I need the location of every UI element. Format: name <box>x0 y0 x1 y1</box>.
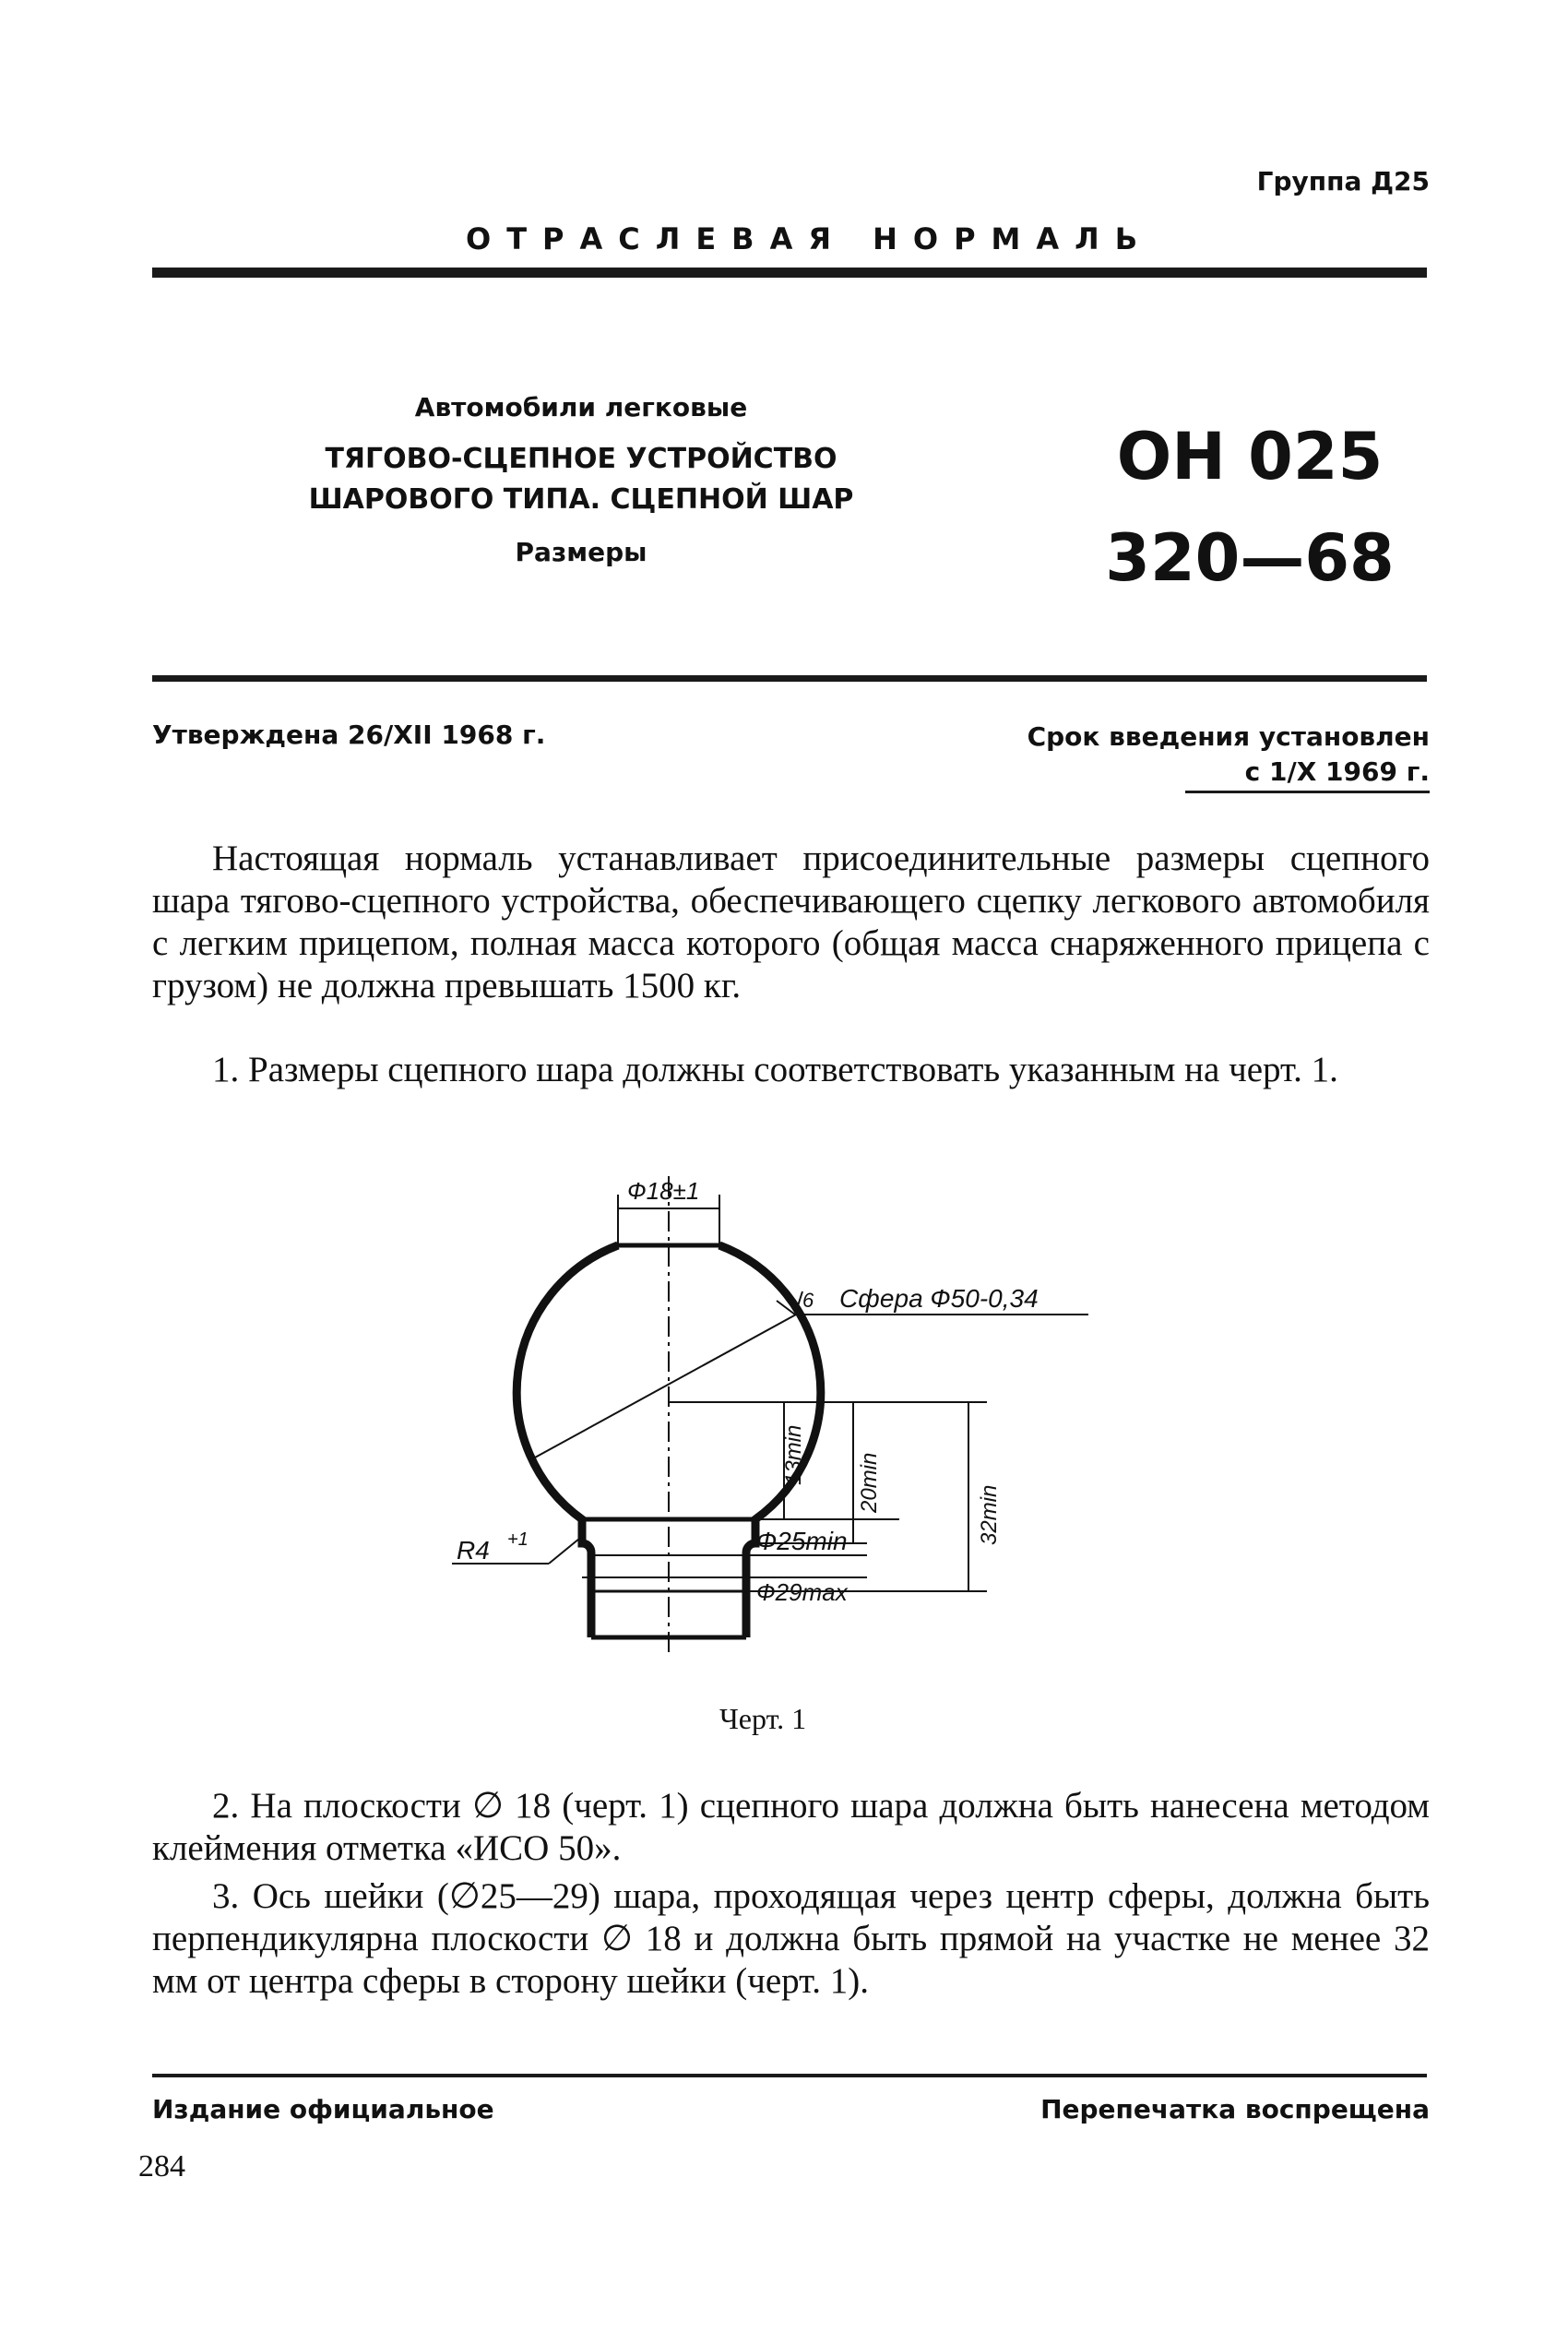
radius-label: R4 <box>457 1536 490 1565</box>
standard-code-line-2: 320—68 <box>1105 520 1395 596</box>
figure-caption: Черт. 1 <box>719 1702 807 1735</box>
sphere-diameter-line <box>535 1315 796 1458</box>
introduction-date-line-1: Срок введения установлен <box>1027 721 1430 752</box>
introduction-date <box>1028 720 1430 790</box>
footer-rule <box>152 2074 1427 2077</box>
approval-date: Утверждена 26/XII 1968 г. <box>152 720 546 750</box>
title-line-4: Размеры <box>515 537 647 567</box>
standard-code <box>1102 406 1397 609</box>
group-label: Группа Д25 <box>1256 166 1430 196</box>
item-2 <box>152 1785 1430 1870</box>
dim-32-label: 32min <box>977 1484 1002 1545</box>
title-line-3: ШАРОВОГО ТИПА. СЦЕПНОЙ ШАР <box>308 483 854 516</box>
dim-20-label: 20min <box>857 1452 882 1513</box>
dim-13-label: 13min <box>781 1424 806 1485</box>
item-1 <box>152 1049 1430 1091</box>
neck-min-label: Ф25min <box>756 1527 848 1555</box>
header-rule <box>152 268 1427 278</box>
introduction-date-underline <box>1185 791 1430 793</box>
item-2-text: 2. На плоскости ∅ 18 (черт. 1) сцепного шара должна быть нанесена методом клеймения отметка «ИСО 50». <box>152 1786 1430 1868</box>
radius-tolerance: +1 <box>507 1529 529 1550</box>
reprint-label: Перепечатка воспрещена <box>1040 2094 1430 2124</box>
standard-type-heading: ОТРАСЛЕВАЯ НОРМАЛЬ <box>466 221 1154 256</box>
title-line-1: Автомобили легковые <box>414 392 748 422</box>
intro-paragraph <box>152 838 1430 1007</box>
roughness-label: 6 <box>802 1289 814 1312</box>
page-number: 284 <box>138 2149 185 2183</box>
dim-18-label: Ф18±1 <box>627 1177 700 1205</box>
radius-leader-arrow <box>549 1539 579 1564</box>
standard-code-line-1: ОН 025 <box>1116 419 1384 494</box>
title-line-2: ТЯГОВО-СЦЕПНОЕ УСТРОЙСТВО <box>325 443 837 475</box>
edition-label: Издание официальное <box>152 2094 494 2124</box>
intro-text: Настоящая нормаль устанавливает присоединительные размеры сцепного шара тягово-сцепного устройства, обеспечивающего сцепку легкового автомобиля с легким прицепом, полная масса которого (общая масса снаряженного прицепа с грузом) не должна превышать 1500 кг. <box>152 839 1430 1005</box>
item-3 <box>152 1875 1430 2003</box>
item-3-text: 3. Ось шейки (∅25—29) шара, проходящая через центр сферы, должна быть перпендикулярна плоскости ∅ 18 и должна быть прямой на участке не менее 32 мм от центра сферы в сторону шейки (черт. 1). <box>152 1876 1430 2001</box>
document-title <box>277 392 885 567</box>
introduction-date-line-2: с 1/X 1969 г. <box>1244 756 1430 787</box>
neck-max-label: Ф29max <box>756 1578 848 1606</box>
hitch-ball-drawing <box>434 1158 1153 1684</box>
sphere-label: Сфера Ф50-0,34 <box>839 1284 1039 1313</box>
item-1-text: 1. Размеры сцепного шара должны соответствовать указанным на черт. 1. <box>212 1050 1338 1089</box>
title-rule <box>152 675 1427 682</box>
